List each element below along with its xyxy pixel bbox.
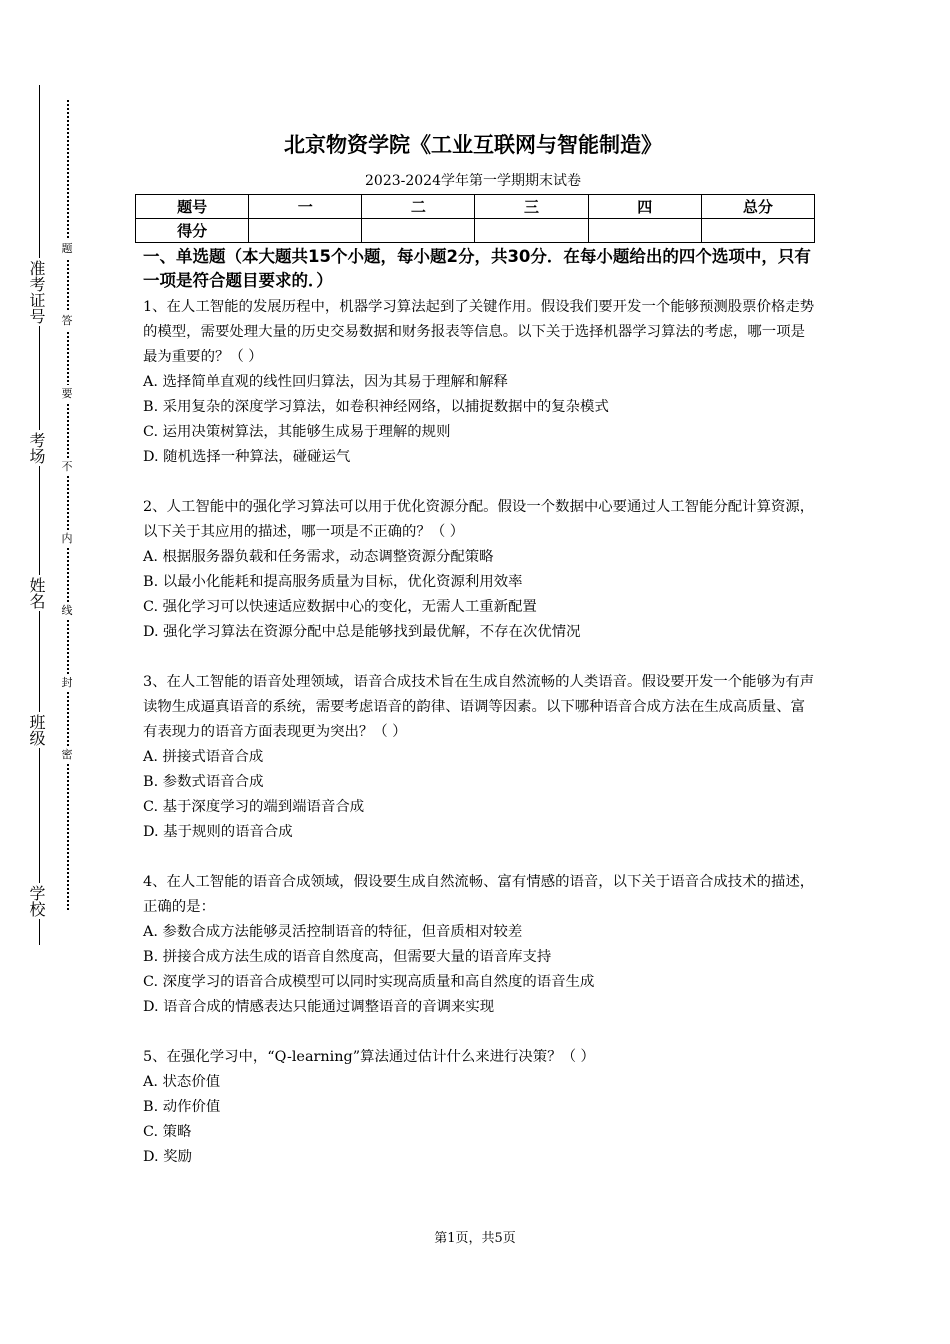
question-stem: 1、在人工智能的发展历程中，机器学习算法起到了关键作用。假设我们要开发一个能够预测股票价格走势的模型，需要处理大量的历史交易数据和财务报表等信息。以下关于选择机器学习算法的考虑，哪一项是最为重要的？（ ） [143, 299, 815, 365]
score-cell-part-3: 三 [475, 195, 588, 219]
field-label-exam-number: 准考证号 [22, 258, 44, 326]
seal-char: 答 [58, 312, 76, 330]
question-4 [143, 870, 815, 1020]
option-c: C. 运用决策树算法，其能够生成易于理解的规则 [143, 424, 451, 440]
score-blank [701, 219, 814, 243]
question-stem: 3、在人工智能的语音处理领域，语音合成技术旨在生成自然流畅的人类语音。假设要开发一个能够为有声读物生成逼真语音的系统，需要考虑语音的韵律、语调等因素。以下哪种语音合成方法在生成高质量、富有表现力的语音方面表现更为突出？（ ） [143, 674, 815, 740]
score-blank [475, 219, 588, 243]
score-cell-part-2: 二 [362, 195, 475, 219]
score-table-header-row [136, 195, 815, 219]
question-stem: 5、在强化学习中，“Q-learning”算法通过估计什么来进行决策？（ ） [143, 1049, 595, 1065]
section-heading: 一、单选题（本大题共15个小题，每小题2分，共30分．在每小题给出的四个选项中，只有一项是符合题目要求的．） [143, 247, 811, 290]
score-row-label: 得分 [136, 219, 249, 243]
question-3 [143, 670, 815, 845]
question-2 [143, 495, 815, 645]
exam-title: 北京物资学院《工业互联网与智能制造》 [284, 133, 662, 157]
score-blank [588, 219, 701, 243]
seal-char: 题 [58, 240, 76, 258]
seal-char: 要 [58, 385, 76, 403]
option-c: C. 策略 [143, 1124, 192, 1140]
seal-char: 不 [58, 458, 76, 476]
option-a: A. 状态价值 [143, 1074, 221, 1090]
score-table [135, 194, 815, 243]
option-b: B. 以最小化能耗和提高服务质量为目标，优化资源利用效率 [143, 574, 523, 590]
question-stem: 2、人工智能中的强化学习算法可以用于优化资源分配。假设一个数据中心要通过人工智能分配计算资源，以下关于其应用的描述，哪一项是不正确的？（ ） [143, 499, 815, 540]
option-a: A. 根据服务器负载和任务需求，动态调整资源分配策略 [143, 549, 494, 565]
question-stem: 4、在人工智能的语音合成领域，假设要生成自然流畅、富有情感的语音，以下关于语音合成技术的描述，正确的是： [143, 874, 815, 915]
option-c: C. 基于深度学习的端到端语音合成 [143, 799, 365, 815]
option-c: C. 强化学习可以快速适应数据中心的变化，无需人工重新配置 [143, 599, 537, 615]
question-5 [143, 1045, 815, 1170]
option-d: D. 强化学习算法在资源分配中总是能够找到最优解，不存在次优情况 [143, 624, 581, 640]
score-blank [362, 219, 475, 243]
option-b: B. 拼接合成方法生成的语音自然度高，但需要大量的语音库支持 [143, 949, 552, 965]
field-label-school: 学校 [22, 883, 44, 919]
field-label-exam-room: 考场 [22, 430, 44, 466]
option-b: B. 采用复杂的深度学习算法，如卷积神经网络，以捕捉数据中的复杂模式 [143, 399, 609, 415]
seal-char: 线 [58, 602, 76, 620]
option-b: B. 参数式语音合成 [143, 774, 264, 790]
question-list [143, 295, 815, 1195]
option-d: D. 基于规则的语音合成 [143, 824, 293, 840]
option-d: D. 奖励 [143, 1149, 192, 1165]
option-a: A. 参数合成方法能够灵活控制语音的特征，但音质相对较差 [143, 924, 523, 940]
question-1 [143, 295, 815, 470]
seal-char: 封 [58, 674, 76, 692]
option-d: D. 语音合成的情感表达只能通过调整语音的音调来实现 [143, 999, 495, 1015]
score-cell-part-4: 四 [588, 195, 701, 219]
page-footer: 第1页，共5页 [434, 1231, 516, 1246]
score-blank [249, 219, 362, 243]
binding-solid-line [39, 85, 40, 945]
field-label-name: 姓名 [22, 575, 44, 611]
score-cell-label: 题号 [136, 195, 249, 219]
seal-char: 密 [58, 746, 76, 764]
option-d: D. 随机选择一种算法，碰碰运气 [143, 449, 351, 465]
option-a: A. 选择简单直观的线性回归算法，因为其易于理解和解释 [143, 374, 508, 390]
option-a: A. 拼接式语音合成 [143, 749, 264, 765]
exam-subtitle: 2023-2024学年第一学期期末试卷 [365, 173, 581, 189]
field-label-class: 班级 [22, 712, 44, 748]
option-b: B. 动作价值 [143, 1099, 221, 1115]
seal-dotted-line [67, 100, 69, 910]
option-c: C. 深度学习的语音合成模型可以同时实现高质量和高自然度的语音生成 [143, 974, 595, 990]
score-cell-part-1: 一 [249, 195, 362, 219]
binding-margin [0, 0, 100, 1344]
score-table-score-row [136, 219, 815, 243]
score-cell-total: 总分 [701, 195, 814, 219]
seal-char: 内 [58, 530, 76, 548]
